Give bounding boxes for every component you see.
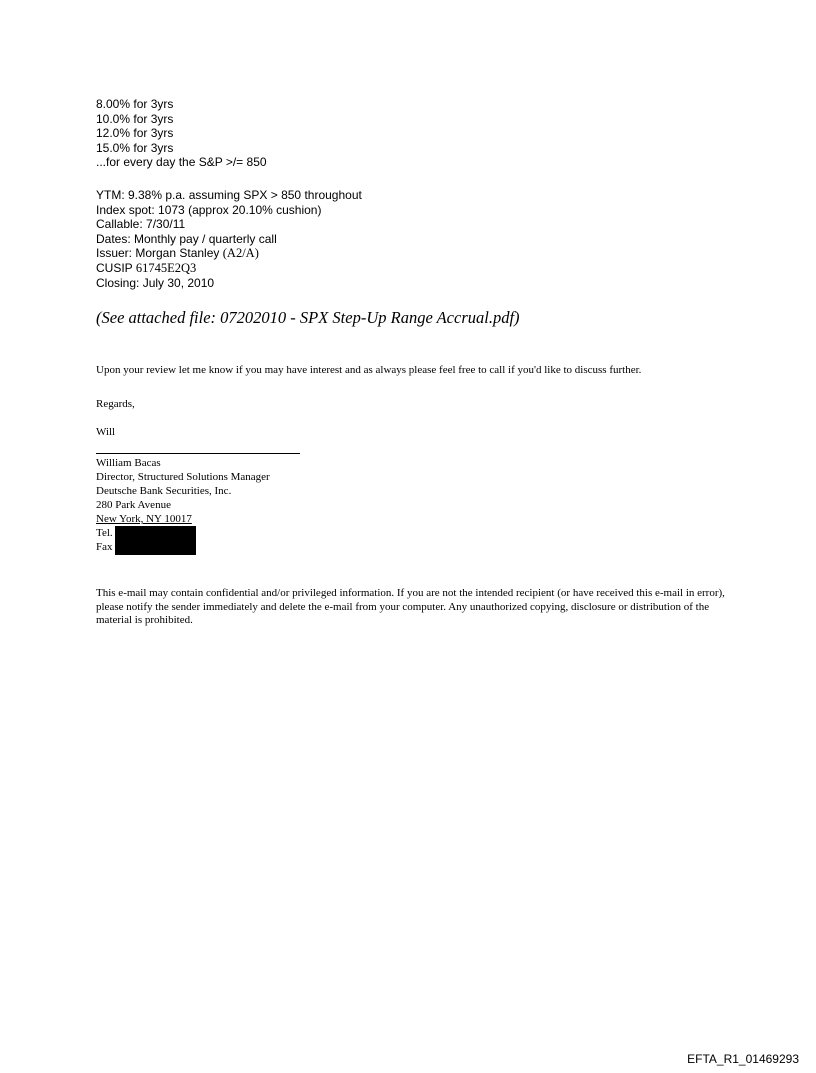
dates-line: Dates: Monthly pay / quarterly call (96, 231, 277, 246)
signature-street: 280 Park Avenue (96, 499, 171, 511)
issuer-line (96, 246, 362, 261)
note-terms (96, 188, 362, 290)
signature-name: William Bacas (96, 457, 161, 469)
signature-title: Director, Structured Solutions Manager (96, 471, 270, 483)
issuer-rating: (A2/A) (222, 246, 259, 261)
signature-city: New York, NY 10017 (96, 513, 192, 525)
rate-condition: ...for every day the S&P >/= 850 (96, 155, 267, 170)
signature-divider (96, 453, 300, 454)
cusip-value: 61745E2Q3 (135, 260, 197, 275)
tel-label: Tel. (96, 527, 113, 539)
signature-block (96, 456, 270, 555)
rate-line: 8.00% for 3yrs (96, 97, 174, 111)
index-spot-line: Index spot: 1073 (approx 20.10% cushion) (96, 202, 322, 217)
closing-line: Closing: July 30, 2010 (96, 275, 215, 290)
rate-schedule (96, 97, 267, 170)
review-paragraph: Upon your review let me know if you may have interest and as always please feel free to call if you'd like to discuss further. (96, 364, 642, 376)
fax-label: Fax (96, 541, 113, 553)
attachment-link[interactable]: (See attached file: 07202010 - SPX Step-Up Range Accrual.pdf) (96, 308, 520, 327)
redaction-box (115, 526, 196, 540)
ytm-line: YTM: 9.38% p.a. assuming SPX > 850 throughout (96, 188, 362, 202)
cusip-line (96, 261, 362, 276)
signature-tel (96, 526, 270, 540)
rate-line: 12.0% for 3yrs (96, 126, 174, 141)
rate-line: 10.0% for 3yrs (96, 111, 174, 126)
sender-short-name: Will (96, 426, 116, 438)
callable-line: Callable: 7/30/11 (96, 217, 186, 232)
rate-line: 15.0% for 3yrs (96, 140, 174, 155)
cusip-label: CUSIP (96, 260, 133, 275)
confidentiality-disclaimer: This e-mail may contain confidential and/or privileged information. If you are not the intended recipient (or have received this e-mail in error), please notify the sender immediately and delete the e-mail from your computer. Any unauthorized copying, disclosure or distribution of the material is prohibited. (96, 587, 725, 626)
signature-fax (96, 540, 270, 555)
signature-company: Deutsche Bank Securities, Inc. (96, 485, 232, 497)
issuer-label: Issuer: Morgan Stanley (96, 246, 220, 261)
redaction-box (115, 540, 196, 555)
closing-regards: Regards, (96, 398, 135, 410)
document-id: EFTA_R1_01469293 (687, 1052, 799, 1066)
